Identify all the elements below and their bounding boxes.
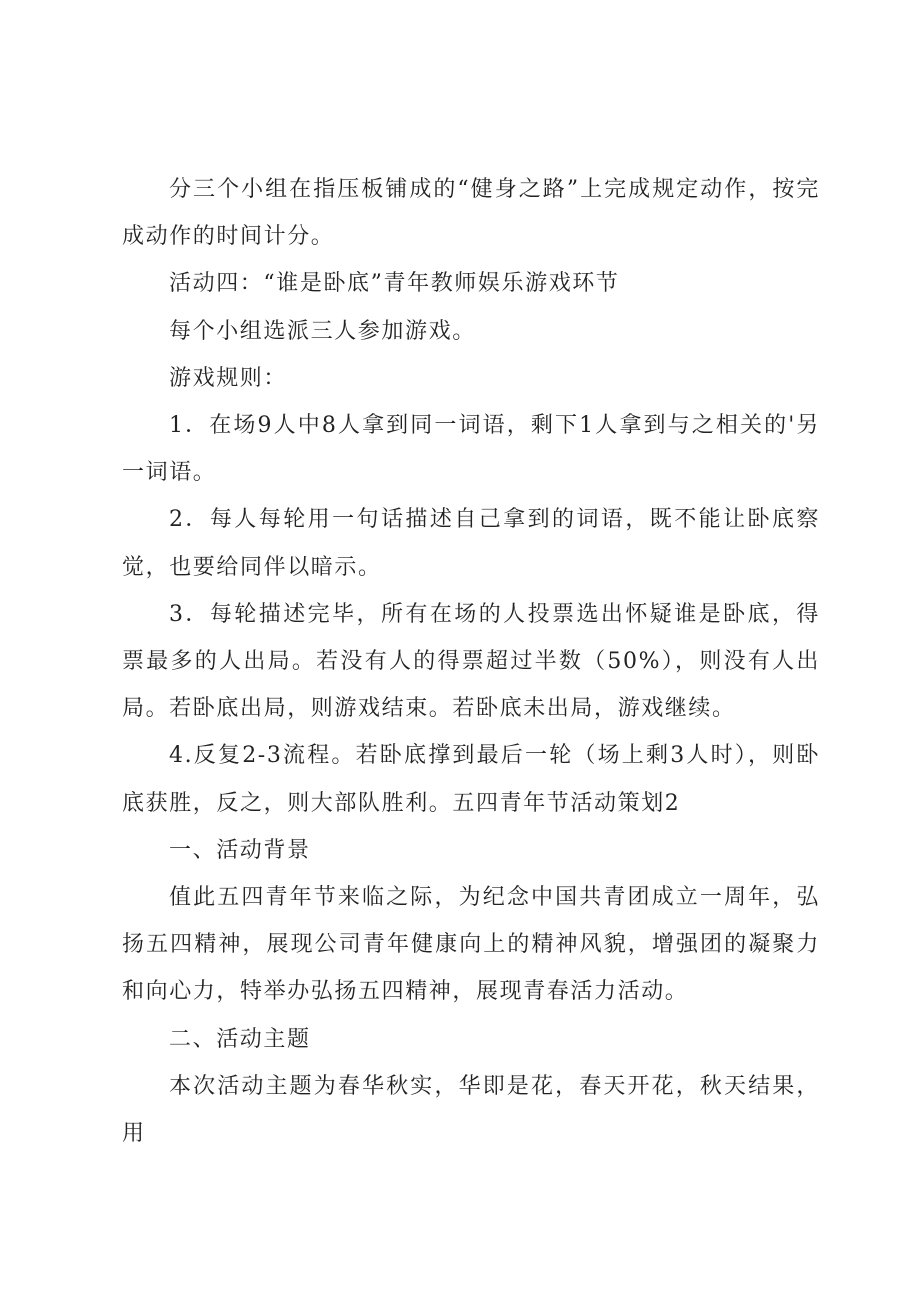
heading-background: 一、活动背景	[169, 837, 311, 863]
paragraph-theme: 本次活动主题为春华秋实，华即是花，春天开花，秋天结果，用	[122, 1073, 820, 1147]
heading-activity-four: 活动四：“谁是卧底”青年教师娱乐游戏环节	[169, 271, 620, 297]
paragraph-background: 值此五四青年节来临之际，为纪念中国共青团成立一周年，弘扬五四精神，展现公司青年健康向上的精神风貌，增强团的凝聚力和向心力，特举办弘扬五四精神，展现青春活力活动。	[122, 885, 820, 1005]
rule-item-2: 2．每人每轮用一句话描述自己拿到的词语，既不能让卧底察觉，也要给同伴以暗示。	[122, 507, 820, 580]
paragraph-intro: 分三个小组在指压板铺成的“健身之路”上完成规定动作，按完成动作的时间计分。	[122, 177, 820, 250]
heading-theme: 二、活动主题	[169, 1026, 311, 1052]
rule-item-3: 3．每轮描述完毕，所有在场的人投票选出怀疑谁是卧底，得票最多的人出局。若没有人的得票超过半数（50%），则没有人出局。若卧底出局，则游戏结束。若卧底未出局，游戏继续。	[122, 601, 820, 722]
rule-item-1: 1．在场9人中8人拿到同一词语，剩下1人拿到与之相关的'另一词语。	[122, 413, 820, 486]
heading-game-rules: 游戏规则：	[169, 365, 288, 391]
rule-item-4: 4.反复2-3流程。若卧底撑到最后一轮（场上剩3人时），则卧底获胜，反之，则大部队胜利。五四青年节活动策划2	[122, 743, 820, 816]
paragraph-team-selection: 每个小组选派三人参加游戏。	[169, 318, 476, 344]
document-body	[122, 166, 820, 1157]
